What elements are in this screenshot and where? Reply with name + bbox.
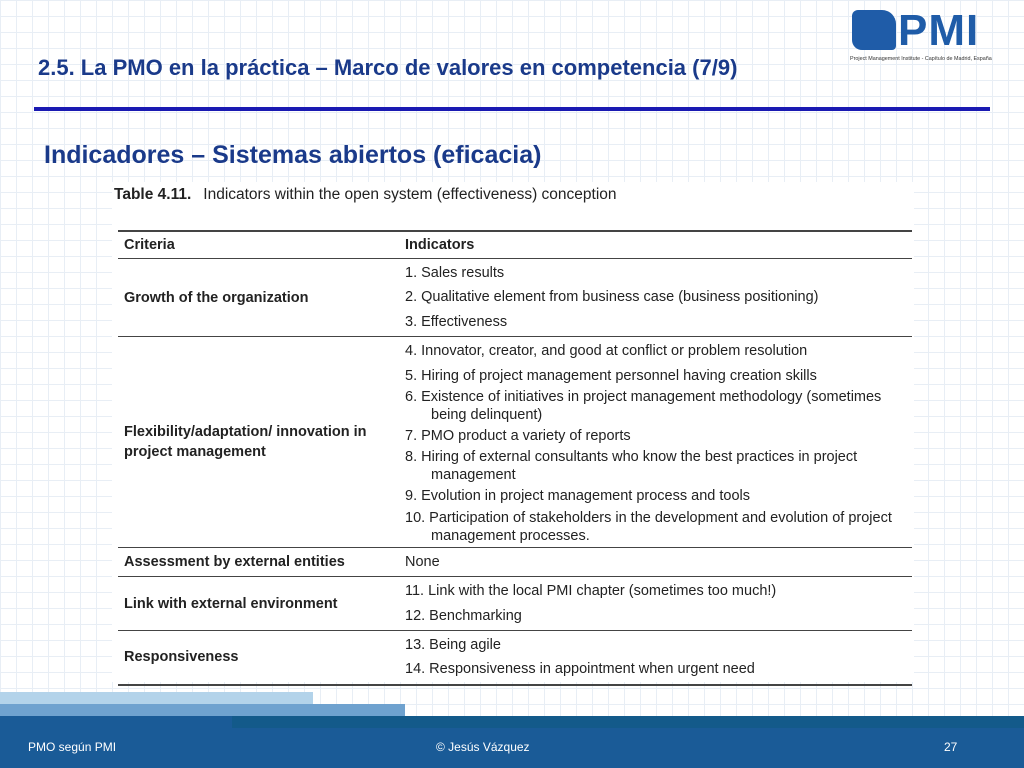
slide-subtitle: Indicadores – Sistemas abiertos (eficacia) [44, 141, 542, 169]
logo-subtitle: Project Management Institute - Capítulo de Madrid, España [850, 56, 992, 62]
indicator-item: 9. Evolution in project management process and tools [405, 488, 750, 505]
indicator-item: 3. Effectiveness [405, 313, 508, 330]
table-image [112, 182, 914, 682]
indicator-item: 7. PMO product a variety of reports [405, 428, 631, 445]
footer-top-strip [232, 716, 1024, 728]
table-caption [114, 186, 617, 204]
indicator-item: 6. Existence of initiatives in project management methodology (sometimes being delinquent) [405, 389, 882, 424]
indicator-item: 13. Being agile [405, 637, 501, 654]
criteria-cell: Link with external environment [118, 577, 399, 631]
indicator-item: 2. Qualitative element from business case (business positioning) [405, 289, 819, 306]
indicator-item: None [405, 553, 440, 570]
table-caption-text: Indicators within the open system (effectiveness) conception [203, 186, 617, 203]
table-row [118, 547, 912, 576]
slide-title: 2.5. La PMO en la práctica – Marco de valores en competencia (7/9) [38, 55, 738, 80]
indicators-table [118, 230, 912, 686]
decorative-band [0, 692, 313, 704]
indicator-item: 12. Benchmarking [405, 607, 522, 624]
table-row [118, 577, 912, 631]
table-row [118, 337, 912, 548]
indicator-item: 1. Sales results [405, 265, 505, 281]
indicator-item: 10. Participation of stakeholders in the development and evolution of project management processes. [405, 509, 892, 544]
logo-text: PMI [898, 6, 980, 55]
indicators-cell [399, 259, 912, 337]
criteria-cell: Responsiveness [118, 631, 399, 685]
indicators-cell [399, 631, 912, 685]
page-number: 27 [944, 740, 958, 754]
header-indicators: Indicators [399, 231, 912, 259]
footer-copyright: © Jesús Vázquez [436, 740, 530, 754]
footer-left-text: PMO según PMI [28, 740, 117, 754]
criteria-cell: Growth of the organization [118, 259, 399, 337]
table-row [118, 259, 912, 337]
title-underline [34, 107, 990, 111]
table-caption-label: Table 4.11. [114, 186, 192, 203]
criteria-cell: Flexibility/adaptation/ innovation in project management [118, 337, 399, 548]
pmi-logo [848, 6, 1016, 64]
indicators-cell [399, 547, 912, 576]
table-row [118, 631, 912, 685]
indicators-cell [399, 577, 912, 631]
table-header-row [118, 231, 912, 259]
indicator-item: 14. Responsiveness in appointment when urgent need [405, 661, 755, 678]
indicator-item: 11. Link with the local PMI chapter (sometimes too much!) [405, 583, 777, 600]
indicators-cell [399, 337, 912, 548]
spain-map-icon [852, 10, 896, 50]
indicator-item: 5. Hiring of project management personnel having creation skills [405, 367, 817, 384]
decorative-band [0, 704, 405, 716]
criteria-cell: Assessment by external entities [118, 547, 399, 576]
indicator-item: 4. Innovator, creator, and good at conflict or problem resolution [405, 343, 808, 360]
indicator-item: 8. Hiring of external consultants who know the best practices in project management [405, 449, 858, 484]
footer-bar [0, 716, 1024, 768]
header-criteria: Criteria [118, 231, 399, 259]
